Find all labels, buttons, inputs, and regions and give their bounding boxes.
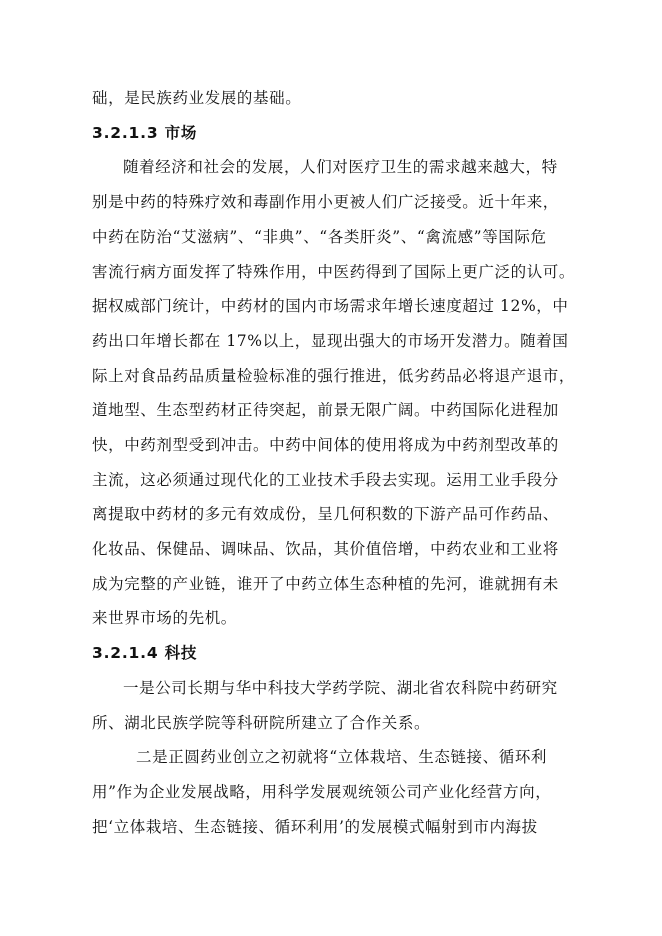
text-line: 二是正圆药业创立之初就将“立体栽培、生态链接、循环利 <box>136 748 548 766</box>
text-line: 主流，这必须通过现代化的工业技术手段去实现。运用工业手段分 <box>92 471 559 489</box>
text-line: 随着经济和社会的发展，人们对医疗卫生的需求越来越大，特 <box>123 158 558 176</box>
section-heading-technology: 3.2.1.4 科技 <box>92 644 198 662</box>
text-line: 药出口年增长都在 17%以上，显现出强大的市场开发潜力。随着国 <box>92 332 569 350</box>
text-line: 础，是民族药业发展的基础。 <box>92 89 302 107</box>
text-line: 把‘立体栽培、生态链接、循环利用’的发展模式幅射到市内海拔 <box>92 818 538 836</box>
text-line: 来世界市场的先机。 <box>92 609 237 627</box>
text-line: 所、湖北民族学院等科研院所建立了合作关系。 <box>92 714 431 732</box>
text-line: 据权威部门统计，中药材的国内市场需求年增长速度超过 12%，中 <box>92 297 569 315</box>
section-heading-market: 3.2.1.3 市场 <box>92 124 198 142</box>
text-line: 中药在防治“艾滋病”、“非典”、“各类肝炎”、“禽流感”等国际危 <box>92 228 547 246</box>
text-line: 一是公司长期与华中科技大学药学院、湖北省农科院中药研究 <box>123 679 558 697</box>
text-line: 道地型、生态型药材正待突起，前景无限广阔。中药国际化进程加 <box>92 401 559 419</box>
text-line: 成为完整的产业链，谁开了中药立体生态种植的先河，谁就拥有未 <box>92 575 559 593</box>
text-line: 快，中药剂型受到冲击。中药中间体的使用将成为中药剂型改革的 <box>92 436 559 454</box>
text-line: 别是中药的特殊疗效和毒副作用小更被人们广泛接受。近十年来， <box>92 193 559 211</box>
text-line: 离提取中药材的多元有效成份，呈几何积数的下游产品可作药品、 <box>92 505 559 523</box>
text-line: 用”作为企业发展战略，用科学发展观统领公司产业化经营方向， <box>92 783 552 801</box>
text-line: 害流行病方面发挥了特殊作用，中医药得到了国际上更广泛的认可。 <box>92 263 576 281</box>
text-line: 化妆品、保健品、调味品、饮品，其价值倍增，中药农业和工业将 <box>92 540 559 558</box>
text-line: 际上对食品药品质量检验标准的强行推进，低劣药品必将退产退市， <box>92 367 576 385</box>
